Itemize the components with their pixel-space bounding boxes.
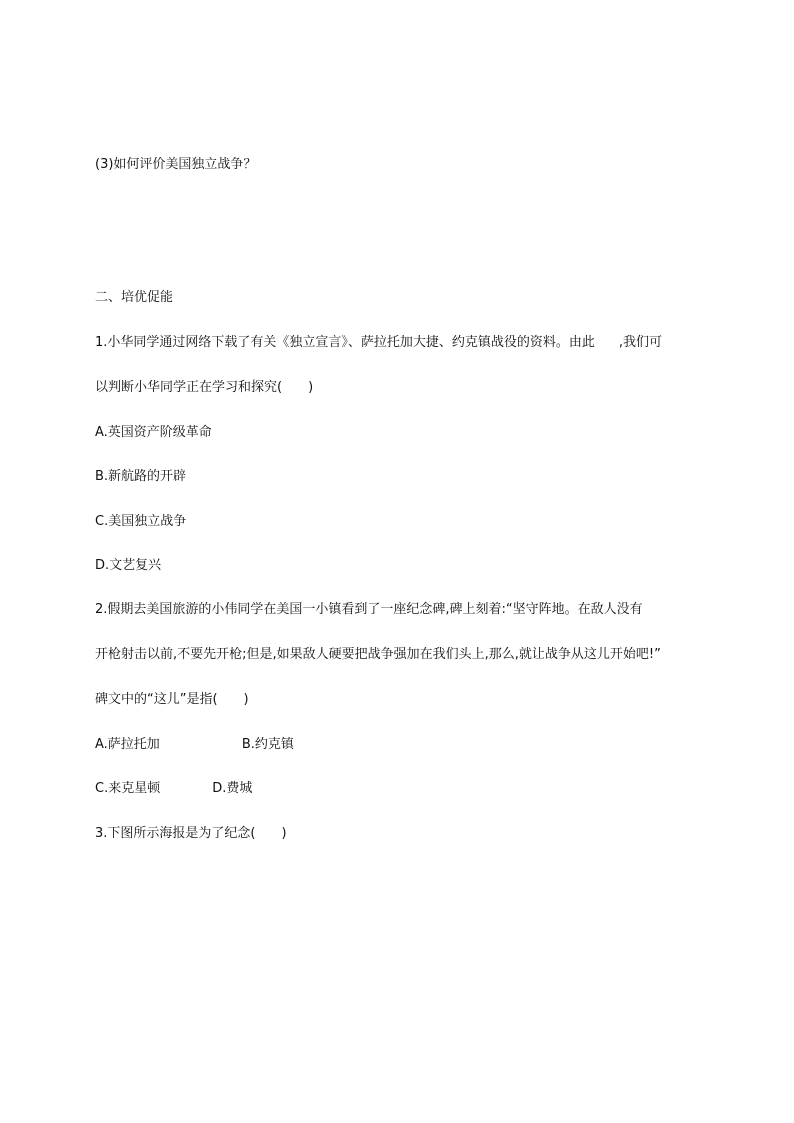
- q2-option-d: D.费城: [212, 781, 253, 796]
- q3-line-1: 3.下图所示海报是为了纪念( ): [95, 826, 287, 841]
- section-title: 二、培优促能: [95, 290, 174, 305]
- q2-options-row-2: [95, 780, 252, 798]
- q1-line-1: [95, 334, 662, 352]
- question-3-prompt: (3)如何评价美国独立战争？: [95, 157, 257, 172]
- q1-line-1-text-a: 1.小华同学通过网络下载了有关《独立宣言》、萨拉托加大捷、约克镇战役的资料。由此: [95, 335, 595, 350]
- q2-option-b: B.约克镇: [241, 737, 294, 752]
- q1-option-b: B.新航路的开辟: [95, 469, 187, 484]
- q1-option-c: C.美国独立战争: [95, 514, 187, 529]
- q2-option-c: C.来克星顿: [95, 781, 161, 796]
- q1-line-2: 以判断小华同学正在学习和探究( ): [95, 380, 314, 395]
- q1-line-1-text-b: ,我们可: [618, 335, 663, 350]
- q2-options-row-1: [95, 736, 294, 754]
- q2-line-2-text-a: 开枪射击以前,不要先开枪;但是,如果敌人硬要把战争强加在我们头上: [95, 647, 485, 662]
- q1-option-a: A.英国资产阶级革命: [95, 425, 212, 440]
- q2-line-2: [95, 646, 661, 664]
- q2-line-2-text-b: ,那么,就让战争从这儿开始吧!”: [484, 647, 661, 662]
- q2-line-3: 碑文中的“这儿”是指( ): [95, 692, 249, 707]
- q2-line-1: 2.假期去美国旅游的小伟同学在美国一小镇看到了一座纪念碑,碑上刻着:“坚守阵地。在敌人没有: [95, 602, 643, 617]
- q2-option-a: A.萨拉托加: [95, 737, 160, 752]
- q1-option-d: D.文艺复兴: [95, 558, 162, 573]
